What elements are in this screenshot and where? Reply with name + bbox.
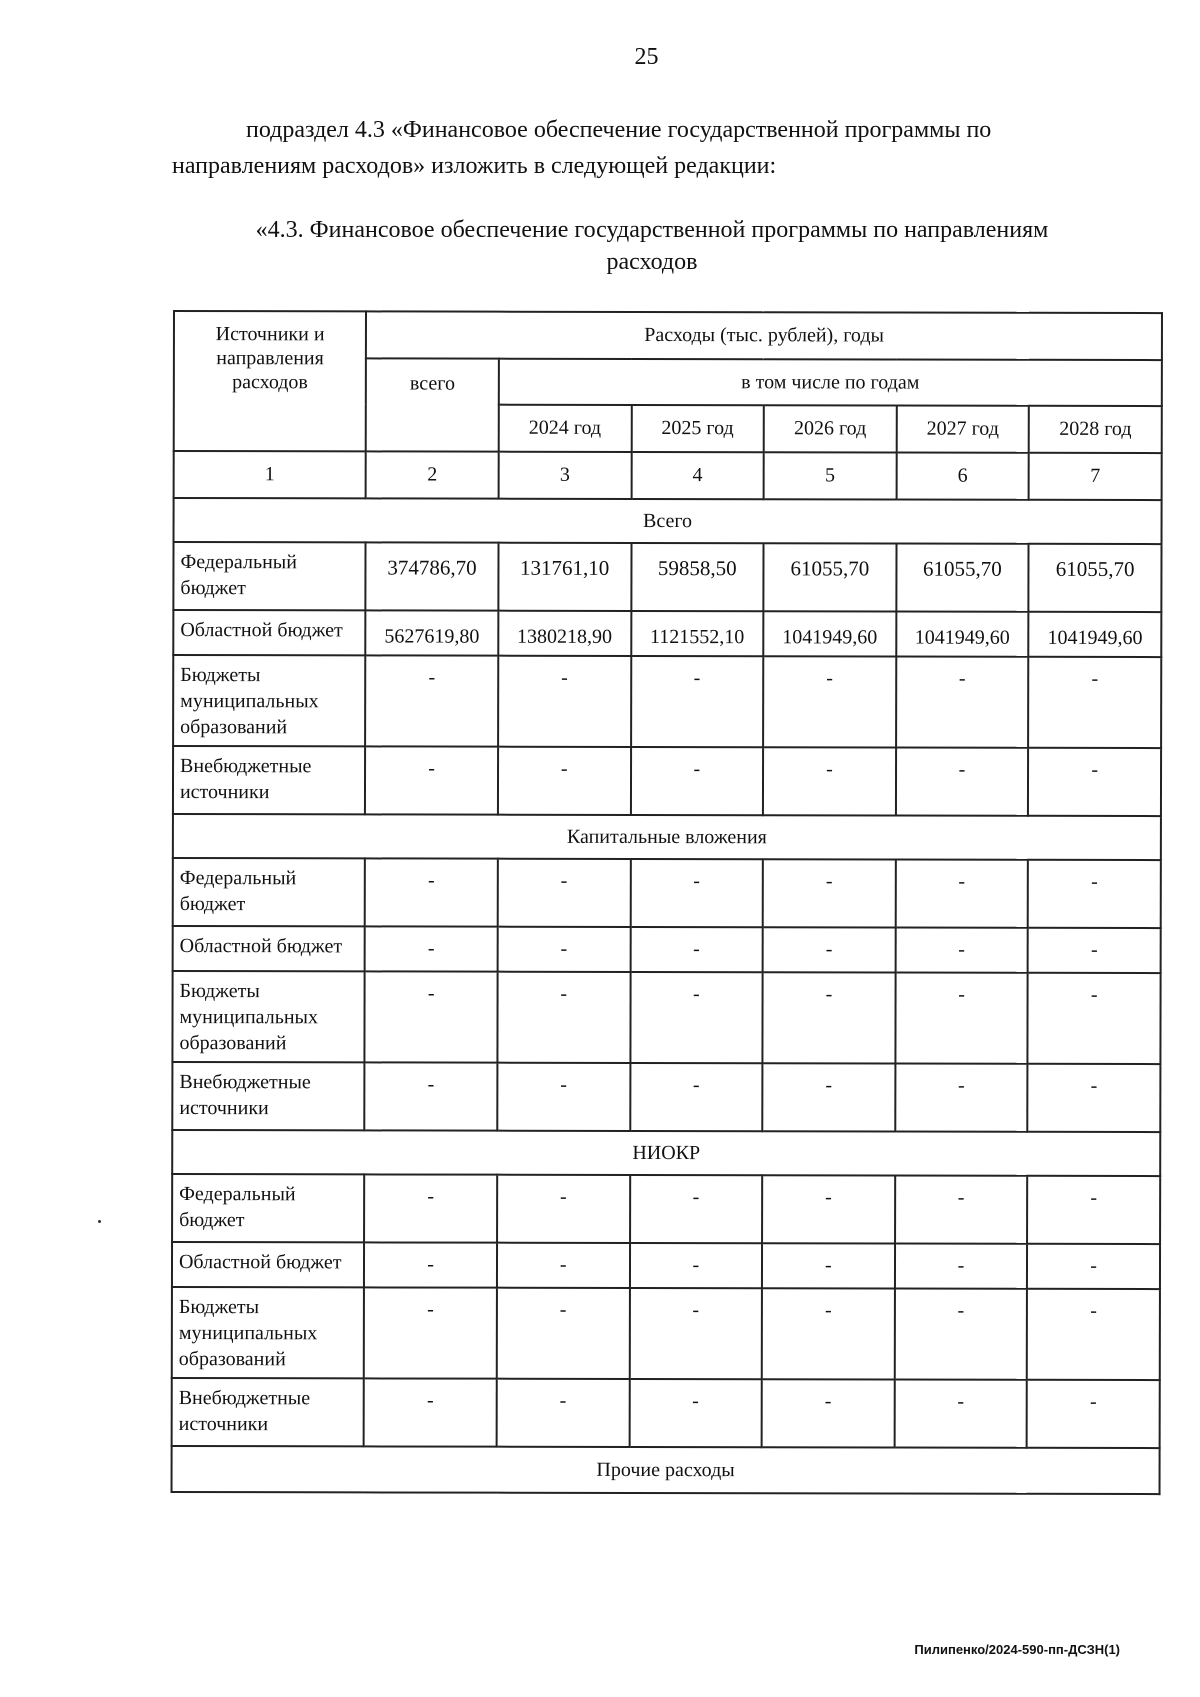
value-cell: -	[497, 1379, 630, 1447]
table-row	[173, 926, 1161, 973]
value-cell: -	[1028, 657, 1161, 748]
table-row	[172, 1378, 1160, 1448]
section-row	[172, 1130, 1160, 1176]
value-cell: -	[364, 1242, 497, 1287]
value-cell: -	[498, 927, 631, 972]
value-cell: 1041949,60	[1029, 612, 1162, 657]
value-cell: 374786,70	[366, 542, 499, 610]
intro-paragraph	[172, 112, 1132, 184]
value-cell: -	[498, 859, 631, 927]
header-expenses: Расходы (тыс. рублей), годы	[366, 311, 1162, 360]
section-title-line-2: расходов	[606, 249, 698, 275]
value-cell: -	[629, 1243, 762, 1288]
value-cell: 59858,50	[631, 543, 764, 611]
document-code: Пилипенко/2024-590-пп-ДСЗН(1)	[914, 1642, 1120, 1657]
value-cell: 1380218,90	[498, 611, 631, 656]
header-total: всего	[366, 358, 499, 451]
column-number: 5	[764, 452, 897, 499]
section-title-cell: Всего	[174, 498, 1162, 544]
scan-speck	[98, 1220, 101, 1223]
value-cell: -	[497, 972, 630, 1063]
value-cell: -	[497, 1243, 630, 1288]
value-cell: -	[1028, 748, 1161, 816]
row-label: Областной бюджет	[172, 1242, 364, 1287]
value-cell: -	[365, 655, 498, 746]
row-label: Областной бюджет	[173, 926, 365, 971]
value-cell: -	[497, 1063, 630, 1131]
value-cell: -	[629, 1379, 762, 1447]
row-label: Внебюджетные источники	[172, 1378, 364, 1446]
row-label: Федеральный бюджет	[173, 542, 365, 610]
value-cell: -	[894, 1380, 1027, 1448]
header-sources: Источники и направления расходов	[174, 311, 367, 451]
value-cell: -	[762, 1288, 895, 1379]
value-cell: -	[365, 971, 498, 1062]
table-row	[172, 1287, 1160, 1380]
value-cell: -	[763, 859, 896, 927]
intro-line-1: подраздел 4.3 «Финансовое обеспечение государственной программы по	[246, 117, 992, 143]
value-cell: -	[763, 927, 896, 972]
value-cell: -	[762, 1243, 895, 1288]
row-label: Федеральный бюджет	[173, 858, 365, 926]
header-year: 2027 год	[896, 406, 1029, 453]
section-row	[174, 498, 1162, 544]
value-cell: -	[630, 859, 763, 927]
table-row	[173, 746, 1161, 816]
row-label: Областной бюджет	[173, 610, 365, 655]
table-row	[173, 610, 1161, 657]
value-cell: -	[629, 1288, 762, 1379]
value-cell: -	[365, 746, 498, 814]
value-cell: -	[1027, 1380, 1160, 1448]
table-row	[172, 971, 1160, 1064]
table-row	[172, 1062, 1160, 1132]
section-title-cell: НИОКР	[172, 1130, 1160, 1176]
value-cell: -	[630, 1063, 763, 1131]
value-cell: -	[497, 1175, 630, 1243]
value-cell: -	[364, 1174, 497, 1242]
value-cell: -	[365, 1062, 498, 1130]
value-cell: -	[1028, 860, 1161, 928]
column-number: 4	[631, 452, 764, 499]
value-cell: 131761,10	[498, 543, 631, 611]
value-cell: 61055,70	[1029, 544, 1162, 612]
value-cell: -	[895, 973, 1028, 1064]
value-cell: -	[763, 747, 896, 815]
value-cell: -	[498, 747, 631, 815]
row-label: Внебюджетные источники	[172, 1062, 364, 1130]
section-row	[173, 814, 1161, 860]
page-number: 25	[634, 44, 659, 70]
table-header	[174, 311, 1162, 500]
intro-line-2: направлениям расходов» изложить в следующей редакции:	[172, 153, 777, 179]
table-row	[173, 858, 1161, 928]
value-cell: -	[895, 860, 1028, 928]
value-cell: -	[630, 972, 763, 1063]
table-row	[172, 1174, 1160, 1244]
header-year: 2028 год	[1029, 406, 1162, 453]
value-cell: -	[1027, 1289, 1160, 1380]
value-cell: -	[630, 927, 763, 972]
financing-table	[171, 310, 1163, 1495]
header-year: 2026 год	[764, 405, 897, 452]
value-cell: -	[365, 926, 498, 971]
value-cell: -	[1028, 928, 1161, 973]
column-number: 3	[499, 452, 632, 499]
section-title	[172, 214, 1132, 278]
value-cell: 1121552,10	[631, 611, 764, 656]
value-cell: -	[894, 1289, 1027, 1380]
value-cell: -	[364, 1378, 497, 1446]
value-cell: -	[1028, 973, 1161, 1064]
header-year: 2025 год	[631, 405, 764, 452]
value-cell: -	[763, 972, 896, 1063]
section-row	[172, 1446, 1160, 1494]
value-cell: -	[631, 656, 764, 747]
value-cell: -	[762, 1379, 895, 1447]
value-cell: -	[895, 928, 1028, 973]
row-label: Внебюджетные источники	[173, 746, 365, 814]
value-cell: -	[497, 1288, 630, 1379]
value-cell: -	[1028, 1064, 1161, 1132]
value-cell: 5627619,80	[366, 610, 499, 655]
value-cell: -	[762, 1175, 895, 1243]
row-label: Бюджеты муниципальных образований	[172, 1287, 365, 1378]
table-body	[172, 498, 1162, 1494]
value-cell: 1041949,60	[763, 611, 896, 656]
row-label: Федеральный бюджет	[172, 1174, 364, 1242]
value-cell: -	[896, 657, 1029, 748]
value-cell: -	[498, 656, 631, 747]
table-row	[173, 542, 1161, 612]
value-cell: 1041949,60	[896, 612, 1029, 657]
row-label: Бюджеты муниципальных образований	[172, 971, 365, 1062]
value-cell: 61055,70	[763, 543, 896, 611]
value-cell: -	[895, 1176, 1028, 1244]
header-by-years: в том числе по годам	[499, 359, 1162, 406]
column-number: 6	[896, 453, 1029, 500]
value-cell: -	[630, 1175, 763, 1243]
table-row	[172, 1242, 1160, 1289]
row-label: Бюджеты муниципальных образований	[173, 655, 366, 746]
value-cell: -	[1027, 1176, 1160, 1244]
value-cell: -	[365, 858, 498, 926]
section-title-line-1: «4.3. Финансовое обеспечение государственной программы по направлениям	[255, 217, 1049, 243]
value-cell: -	[895, 1244, 1028, 1289]
value-cell: -	[895, 1064, 1028, 1132]
column-number: 1	[174, 451, 366, 498]
value-cell: -	[763, 656, 896, 747]
value-cell: -	[896, 748, 1029, 816]
column-number: 7	[1029, 453, 1162, 500]
value-cell: -	[762, 1063, 895, 1131]
header-year: 2024 год	[499, 405, 632, 452]
value-cell: -	[1027, 1244, 1160, 1289]
section-title-cell: Капитальные вложения	[173, 814, 1161, 860]
section-title-cell: Прочие расходы	[172, 1446, 1160, 1494]
column-number: 2	[366, 451, 499, 498]
value-cell: 61055,70	[896, 544, 1029, 612]
value-cell: -	[630, 747, 763, 815]
value-cell: -	[364, 1287, 497, 1378]
table-row	[173, 655, 1161, 748]
